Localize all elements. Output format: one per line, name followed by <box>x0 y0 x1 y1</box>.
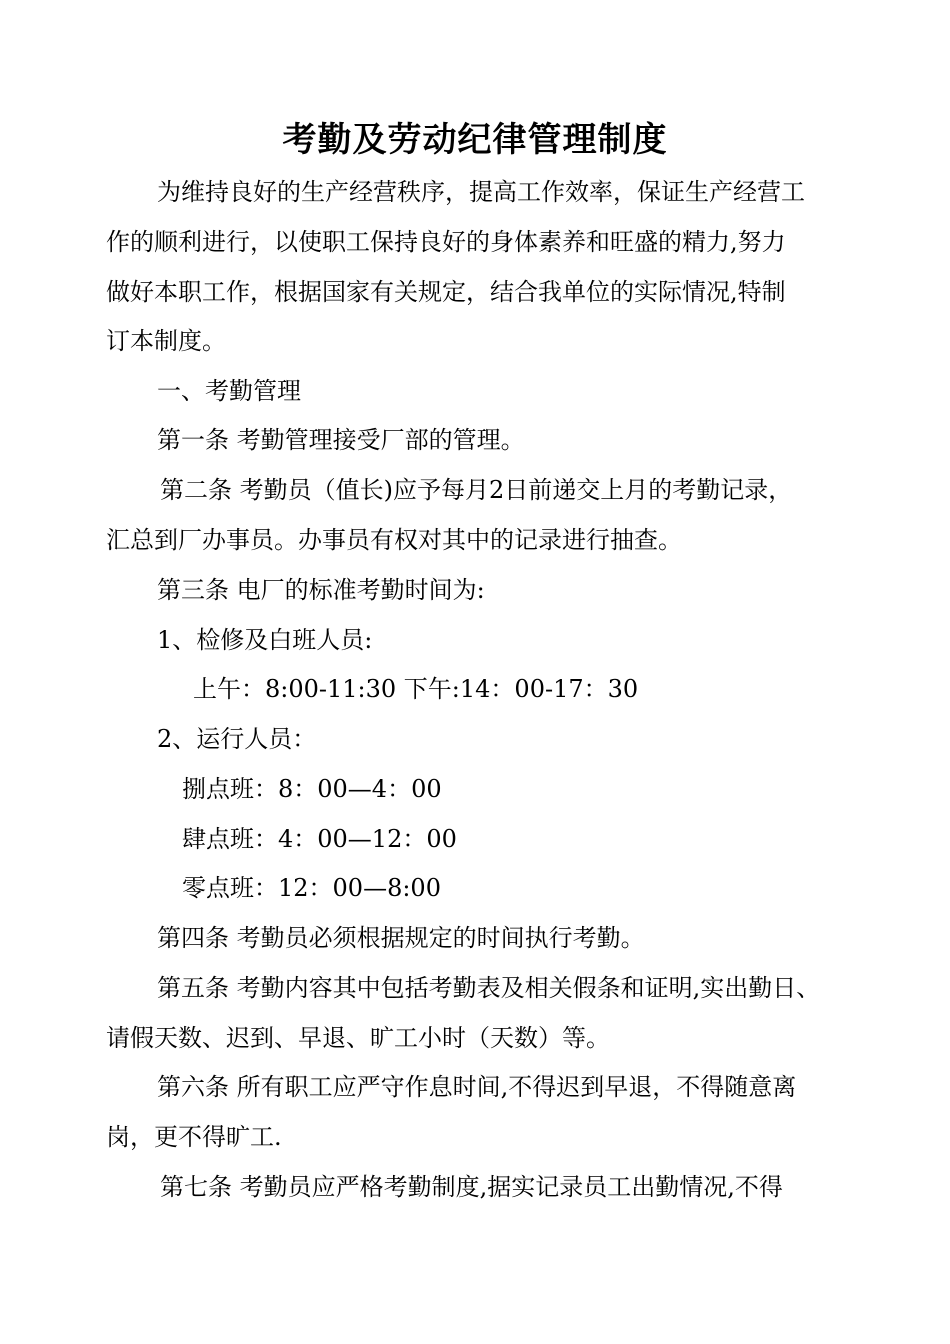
list-item: 2、运行人员： <box>157 725 317 753</box>
shift-line: 零点班：12：00—8:00 <box>182 874 441 902</box>
article-line: 岗，更不得旷工. <box>106 1123 282 1151</box>
paragraph-line: 订本制度。 <box>106 327 226 355</box>
article-line: 第七条 考勤员应严格考勤制度,据实记录员工出勤情况,不得 <box>160 1173 783 1201</box>
paragraph-line: 作的顺利进行，以使职工保持良好的身体素养和旺盛的精力,努力 <box>106 228 786 256</box>
paragraph-line: 为维持良好的生产经营秩序，提高工作效率，保证生产经营工 <box>157 178 805 206</box>
article-line: 请假天数、迟到、早退、旷工小时（天数）等。 <box>106 1024 610 1052</box>
article-line: 汇总到厂办事员。办事员有权对其中的记录进行抽查。 <box>106 526 682 554</box>
article-line: 第五条 考勤内容其中包括考勤表及相关假条和证明,实出勤日、 <box>157 974 821 1002</box>
section-heading: 一、考勤管理 <box>157 377 301 405</box>
schedule-line: 上午：8:00-11:30 下午:14：00-17：30 <box>193 675 639 703</box>
paragraph-line: 做好本职工作，根据国家有关规定，结合我单位的实际情况,特制 <box>106 278 786 306</box>
document-title: 考勤及劳动纪律管理制度 <box>282 120 668 160</box>
article-line: 第三条 电厂的标准考勤时间为: <box>157 576 485 604</box>
shift-line: 捌点班：8：00—4：00 <box>182 775 442 803</box>
article-line: 第一条 考勤管理接受厂部的管理。 <box>157 426 525 454</box>
article-line: 第四条 考勤员必须根据规定的时间执行考勤。 <box>157 924 645 952</box>
article-line: 第六条 所有职工应严守作息时间,不得迟到早退，不得随意离 <box>157 1073 797 1101</box>
shift-line: 肆点班：4：00—12：00 <box>182 825 457 853</box>
list-item: 1、检修及白班人员: <box>157 626 373 654</box>
article-line: 第二条 考勤员（值长)应予每月2日前递交上月的考勤记录， <box>160 476 793 504</box>
